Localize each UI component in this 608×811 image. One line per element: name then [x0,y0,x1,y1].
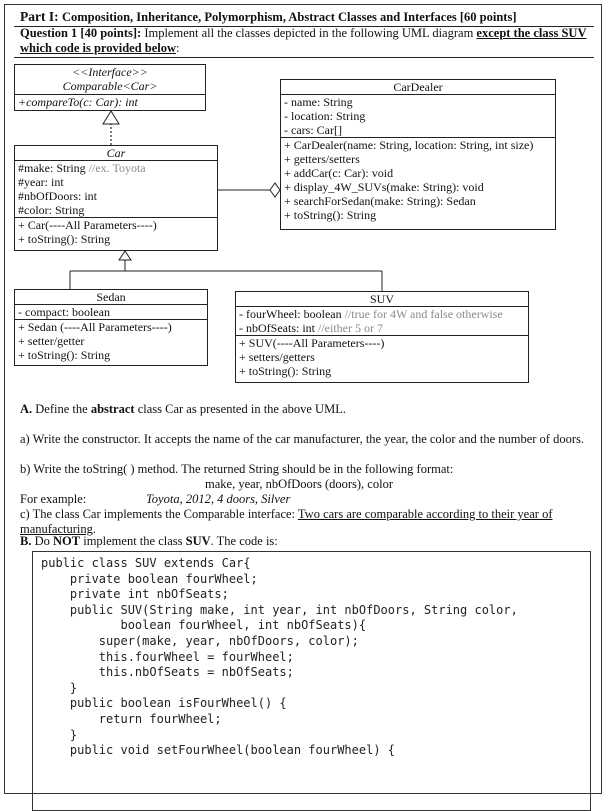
suv-class-name: SUV [369,292,394,306]
example-label: For example: [20,492,87,506]
interface-method: +compareTo(c: Car): int [18,95,138,109]
code-line: private boolean fourWheel; [41,571,258,586]
code-line: } [41,680,78,695]
code-line: public class SUV extends Car{ [41,556,251,570]
uml-comparable-interface [14,64,206,111]
suv-attributes [236,306,528,335]
cardealer-methods [281,137,555,222]
part-label: Part I: [20,9,59,24]
cardealer-method: + CarDealer(name: String, location: String, int size) [284,138,534,152]
car-method: + toString(): String [18,232,111,246]
realization-arrowhead [103,111,119,124]
question-emphasis: except the class SUV which code is provided below [20,26,587,55]
code-line: public SUV(String make, int year, int nbOfDoors, String color, [41,602,518,617]
interface-name: Comparable<Car> [62,79,158,93]
cardealer-class-name: CarDealer [393,80,443,94]
uml-cardealer-class [280,79,556,230]
suv-attribute: - fourWheel: boolean //true for 4W and false otherwise [239,307,503,321]
suv-attribute: - nbOfSeats: int //either 5 or 7 [239,321,383,335]
cardealer-method: + addCar(c: Car): void [284,166,394,180]
code-line: this.nbOfSeats = nbOfSeats; [41,665,294,680]
section-b-heading: B. Do NOT implement the class SUV. The code is: [20,534,278,548]
suv-code-block [32,551,591,811]
car-methods [15,217,217,246]
cardealer-attributes [281,94,555,137]
aggregation-diamond [270,183,280,197]
tostring-format: make, year, nbOfDoors (doors), color [205,477,393,491]
sedan-method: + setter/getter [18,334,85,348]
cardealer-method: + toString(): String [284,208,377,222]
question-end: : [176,41,180,55]
sedan-method: + toString(): String [18,348,111,362]
code-line: } [41,727,78,742]
question-body: Implement all the classes depicted in the following UML diagram [141,26,477,40]
code-line: super(make, year, nbOfDoors, color); [41,633,359,648]
question-label: Question 1 [40 points]: [20,26,142,40]
code-line: public void setFourWheel(boolean fourWheel) { [41,743,396,758]
code-line: public boolean isFourWheel() { [41,696,287,711]
car-attributes [15,160,217,217]
suv-method: + toString(): String [239,364,332,378]
suv-method: + setters/getters [239,350,315,364]
uml-sedan-class [14,289,208,366]
interface-stereotype: <<Interface>> [72,65,148,79]
car-method: + Car(----All Parameters----) [18,218,157,232]
sedan-methods [15,319,207,362]
cardealer-attribute: - location: String [284,109,366,123]
uml-suv-class [235,291,529,383]
code-line: boolean fourWheel, int nbOfSeats){ [41,618,367,633]
code-line: return fourWheel; [41,711,222,726]
cardealer-method: + getters/setters [284,152,360,166]
section-a-part-c: c) The class Car implements the Comparable interface: Two cars are comparable according to their year of manufacturing. [20,507,553,536]
code-line: this.fourWheel = fourWheel; [41,649,294,664]
suv-methods [236,335,528,378]
sedan-attributes [15,304,207,319]
sedan-method: + Sedan (----All Parameters----) [18,320,172,334]
car-class-name: Car [106,146,126,160]
suv-method: + SUV(----All Parameters----) [239,336,385,350]
example-value: Toyota, 2012, 4 doors, Silver [146,492,291,506]
car-attribute: #nbOfDoors: int [18,189,97,203]
section-a-part-a: a) Write the constructor. It accepts the name of the car manufacturer, the year, the color and the number of doors. [20,432,585,446]
sedan-attribute: - compact: boolean [18,305,110,319]
cardealer-method: + display_4W_SUVs(make: String): void [284,180,484,194]
car-attribute: #color: String [18,203,85,217]
car-attribute: #year: int [18,175,64,189]
part-title: Composition, Inheritance, Polymorphism, Abstract Classes and Interfaces [60 points] [61,10,517,24]
cardealer-attribute: - name: String [284,95,353,109]
sedan-class-name: Sedan [96,290,126,304]
cardealer-attribute: - cars: Car[] [284,123,342,137]
uml-car-class [14,145,218,251]
car-attribute: #make: String //ex. Toyota [18,161,146,175]
section-a-part-b: b) Write the toString( ) method. The returned String should be in the following format: [20,462,454,476]
cardealer-method: + searchForSedan(make: String): Sedan [284,194,476,208]
code-line: private int nbOfSeats; [41,587,229,602]
inheritance-arrowhead [119,251,131,260]
section-a-heading: A. Define the abstract class Car as presented in the above UML. [20,402,346,416]
